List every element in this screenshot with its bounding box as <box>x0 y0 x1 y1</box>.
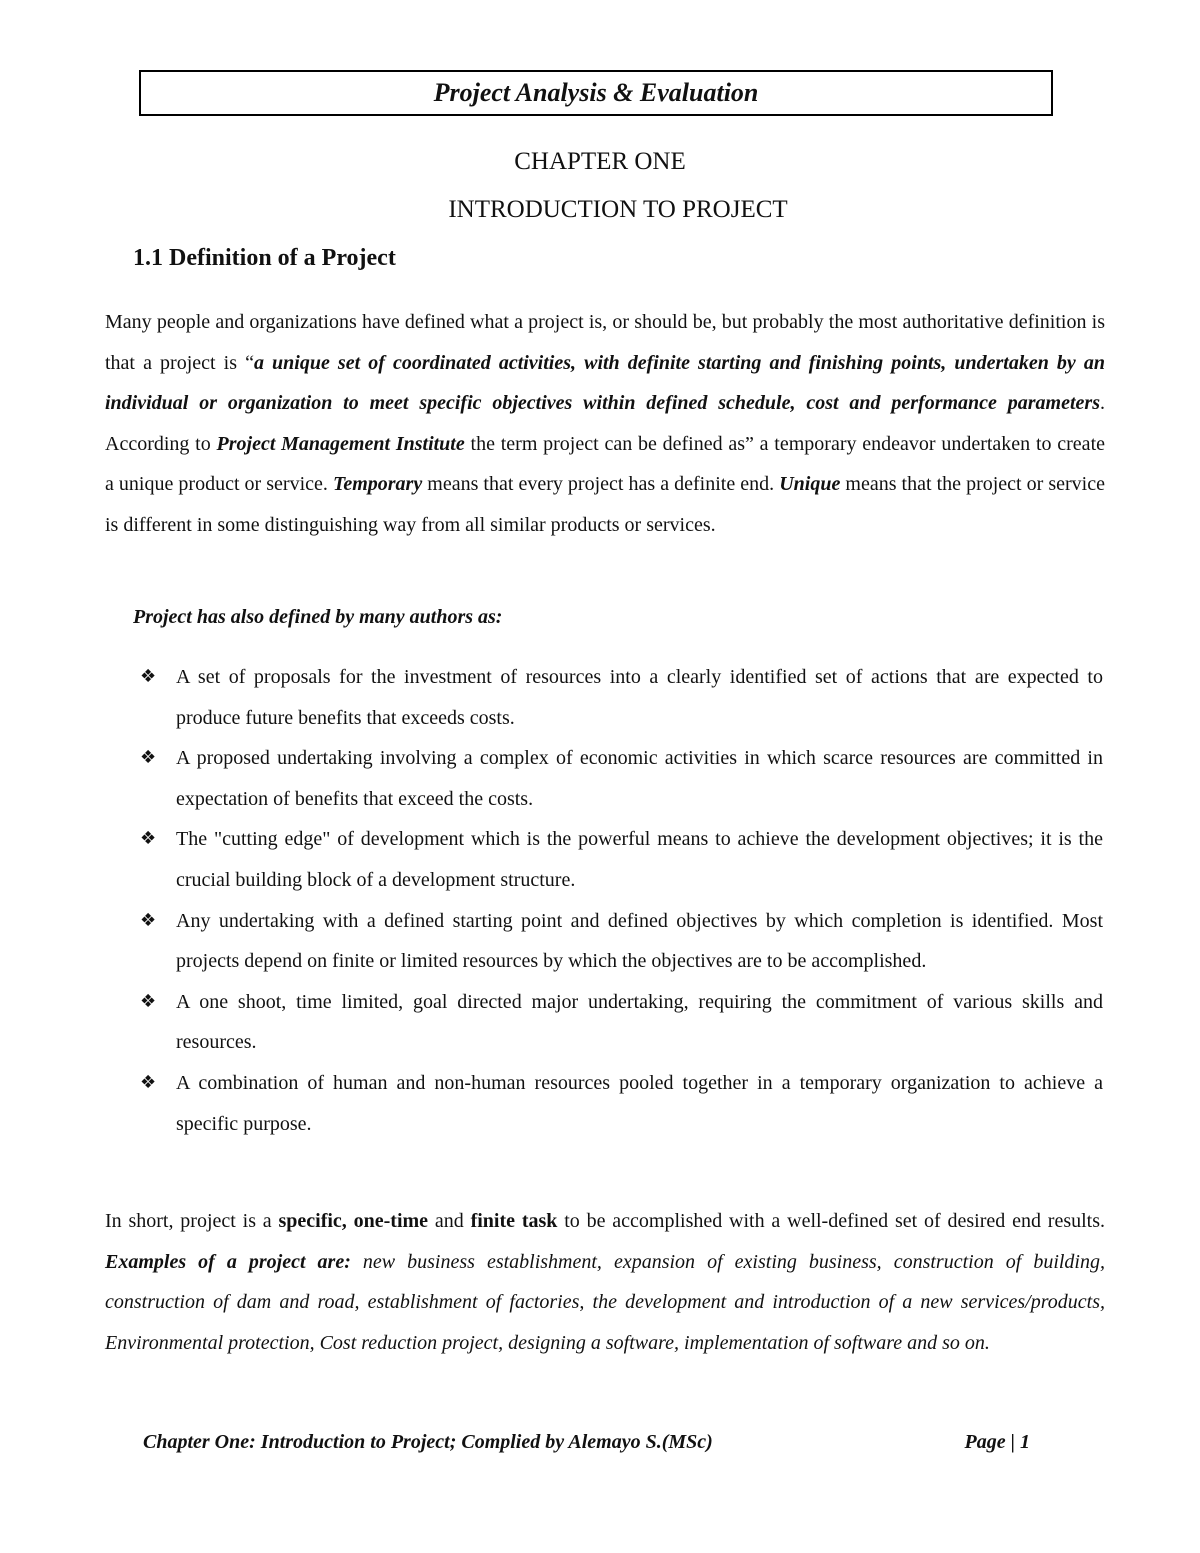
examples-list: new business establishment, expansion of existing business, construction of building, construction of dam and road, establishment of factories, the development and introduction of a new services/products, Environmental protection, Cost reduction project, designing a software, implementation of software and so on. <box>105 1250 1105 1354</box>
list-item <box>140 1063 1103 1144</box>
chapter-title: INTRODUCTION TO PROJECT <box>448 196 788 223</box>
list-item-text: A proposed undertaking involving a complex of economic activities in which scarce resources are committed in expectation of benefits that exceed the costs. <box>176 747 1103 810</box>
intro-text: the term project can be defined as” a temporary endeavor undertaken to create a unique product or service. <box>105 432 1105 496</box>
footer-chapter-credit: Chapter One: Introduction to Project; Complied by Alemayo S.(MSc) <box>143 1431 713 1453</box>
section-heading: 1.1 Definition of a Project <box>133 245 396 271</box>
term-temporary: Temporary <box>332 473 423 496</box>
list-item-text: Any undertaking with a defined starting point and defined objectives by which completion is identified. Most projects depend on finite or limited resources by which the objectives are to be accomplished. <box>176 909 1103 973</box>
list-item <box>140 901 1103 982</box>
list-item <box>140 738 1103 819</box>
authors-subheading: Project has also defined by many authors as: <box>133 606 503 628</box>
list-item-text: A combination of human and non-human resources pooled together in a temporary organization to achieve a specific purpose. <box>176 1071 1103 1135</box>
intro-text: Many people and organizations have defined what a project is, or should be, but probably the most authoritative definition is that a project is “ <box>105 311 1105 374</box>
list-item <box>140 657 1103 738</box>
definition-quote: a unique set of coordinated activities, with definite starting and finishing points, undertaken by an individual or organization to meet specific objectives within defined schedule, cost and performance parameters <box>105 351 1105 415</box>
summary-text: and <box>428 1210 471 1232</box>
page-number: Page | 1 <box>964 1431 1030 1453</box>
list-item-text: A one shoot, time limited, goal directed major undertaking, requiring the commitment of various skills and resources. <box>176 990 1103 1054</box>
document-header-title <box>139 70 1053 116</box>
term-unique: Unique <box>779 473 841 496</box>
intro-text: . According to <box>105 392 1105 455</box>
page-footer <box>143 1431 1030 1454</box>
list-item <box>140 982 1103 1063</box>
pmi-reference: Project Management Institute <box>216 432 465 455</box>
header-title-text: Project Analysis & Evaluation <box>433 78 759 107</box>
diamond-bullet-icon: ❖ <box>140 990 157 1012</box>
diamond-bullet-icon: ❖ <box>140 666 157 687</box>
examples-label: Examples of a project are: <box>105 1250 351 1273</box>
chapter-number: CHAPTER ONE <box>514 148 686 175</box>
intro-text: means that every project has a definite end. <box>422 473 780 496</box>
summary-paragraph <box>105 1201 1105 1363</box>
diamond-bullet-icon: ❖ <box>140 1071 157 1093</box>
diamond-bullet-icon: ❖ <box>140 828 157 850</box>
list-item <box>140 819 1103 900</box>
intro-text: means that the project or service is different in some distinguishing way from all similar products or services. <box>105 473 1105 536</box>
author-definitions-list <box>140 657 1103 1144</box>
summary-emphasis: specific, one-time <box>278 1210 429 1232</box>
list-item-text: The "cutting edge" of development which is the powerful means to achieve the development objectives; it is the crucial building block of a development structure. <box>176 828 1103 891</box>
diamond-bullet-icon: ❖ <box>140 909 157 931</box>
summary-text: In short, project is a <box>105 1210 279 1232</box>
intro-paragraph <box>105 302 1105 546</box>
list-item-text: A set of proposals for the investment of resources into a clearly identified set of actions that are expected to produce future benefits that exceeds costs. <box>176 666 1103 729</box>
summary-text: to be accomplished with a well-defined set of desired end results. <box>557 1210 1105 1232</box>
summary-emphasis: finite task <box>470 1210 558 1232</box>
diamond-bullet-icon: ❖ <box>140 747 157 769</box>
